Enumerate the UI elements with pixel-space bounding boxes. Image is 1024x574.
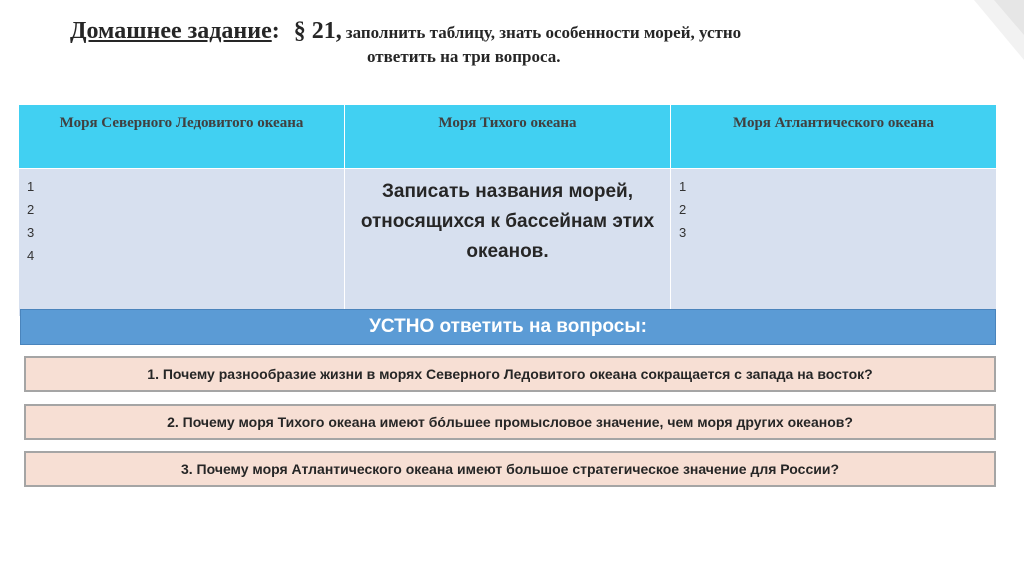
header-arctic: Моря Северного Ледовитого океана — [19, 105, 345, 169]
header-pacific: Моря Тихого океана — [345, 105, 671, 169]
instruction-note: Записать названия морей, относящихся к бассейнам этих океанов. — [360, 181, 655, 262]
arctic-num-3: 3 — [27, 225, 35, 240]
cell-arctic[interactable] — [19, 169, 345, 317]
homework-colon: : — [271, 18, 280, 44]
atlantic-num-3: 3 — [679, 225, 687, 240]
arctic-num-1: 1 — [27, 179, 35, 194]
header-atlantic: Моря Атлантического океана — [671, 105, 997, 169]
homework-label: Домашнее задание — [70, 18, 272, 44]
atlantic-num-2: 2 — [679, 202, 687, 217]
homework-text-line1: заполнить таблицу, знать особенности морей, устно — [345, 23, 742, 42]
arctic-num-2: 2 — [27, 202, 35, 217]
table-row — [19, 169, 997, 317]
seas-table — [18, 104, 997, 317]
oral-questions-heading: УСТНО ответить на вопросы: — [20, 309, 996, 345]
homework-title — [70, 18, 970, 67]
atlantic-num-1: 1 — [679, 179, 687, 194]
question-2: 2. Почему моря Тихого океана имеют бóльшее промысловое значение, чем моря других океанов? — [24, 404, 996, 440]
cell-pacific[interactable] — [345, 169, 671, 317]
homework-text-line2: ответить на три вопроса. — [367, 47, 561, 66]
question-3: 3. Почему моря Атлантического океана имеют большое стратегическое значение для России? — [24, 451, 996, 487]
arctic-num-4: 4 — [27, 248, 35, 263]
question-1: 1. Почему разнообразие жизни в морях Северного Ледовитого океана сокращается с запада на восток? — [24, 356, 996, 392]
paragraph-number: § 21, — [293, 18, 342, 44]
table-header-row — [19, 105, 997, 169]
cell-atlantic[interactable] — [671, 169, 997, 317]
